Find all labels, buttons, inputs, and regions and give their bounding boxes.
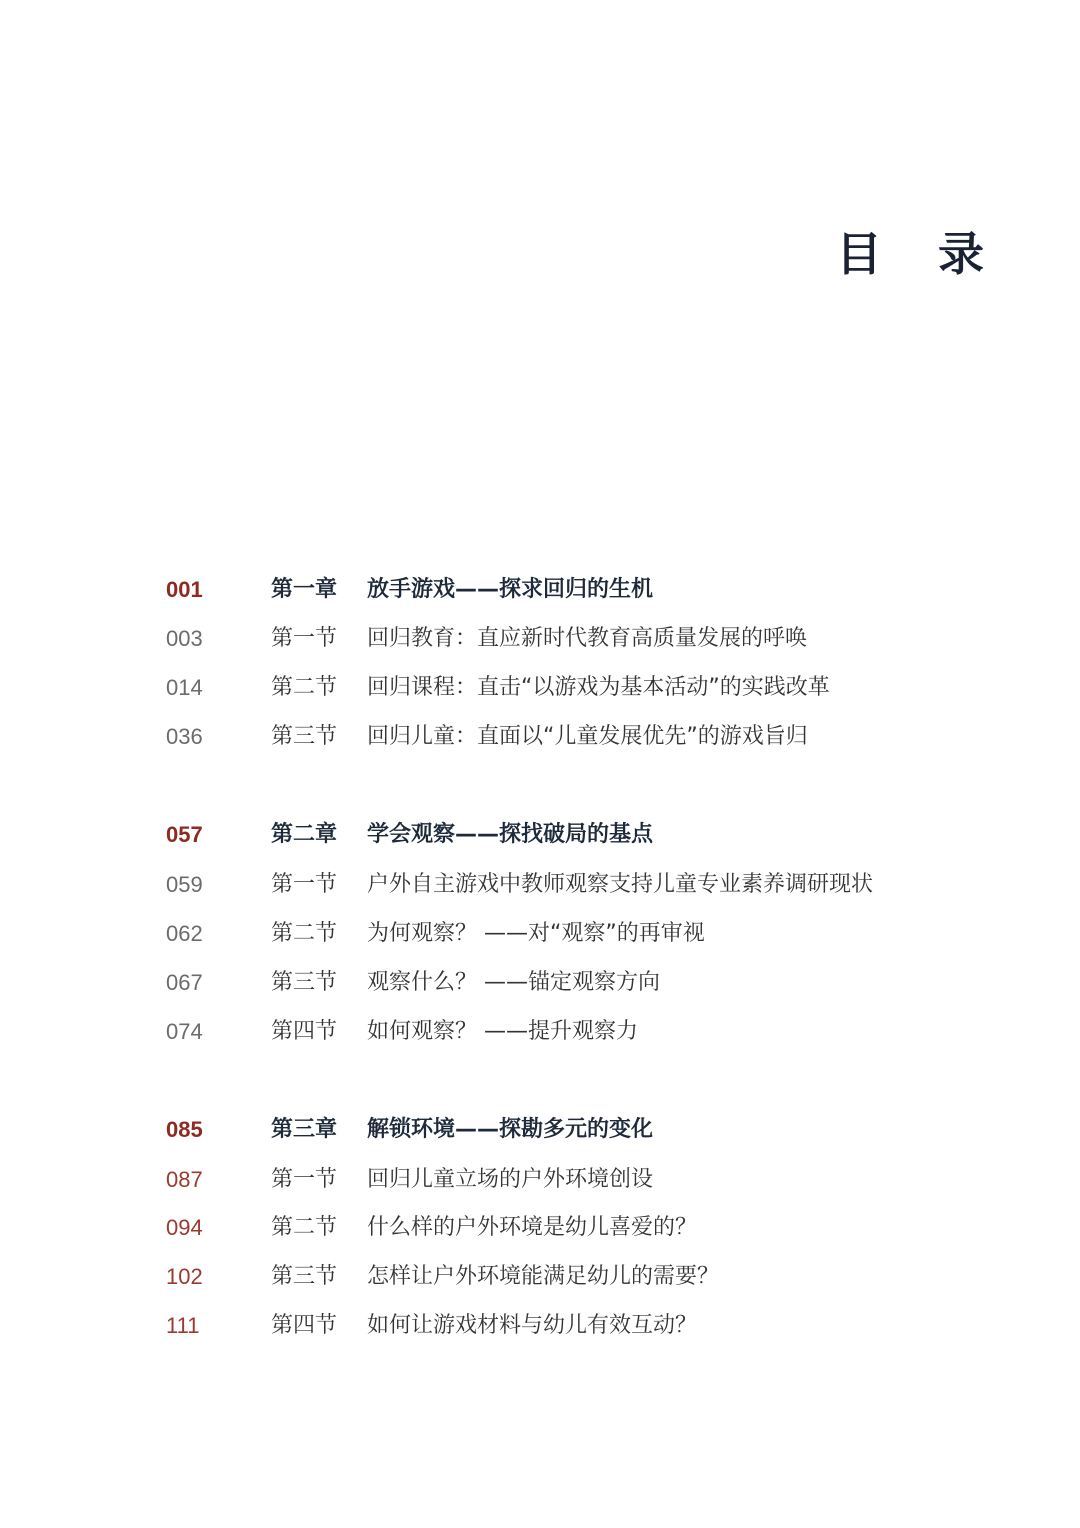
toc-section-title: 户外自主游戏中教师观察支持儿童专业素养调研现状: [367, 872, 874, 897]
toc-section-title: 回归儿童立场的户外环境创设: [367, 1167, 654, 1192]
toc-section[interactable]: [0, 865, 1080, 905]
toc-page-number: 057: [166, 822, 203, 847]
toc-section[interactable]: [0, 1208, 1080, 1248]
toc-section[interactable]: [0, 619, 1080, 659]
toc-page-number: 067: [166, 970, 203, 995]
toc-chapter-number: 第三章: [271, 1117, 338, 1142]
toc-section-number: 第二节: [271, 675, 338, 700]
toc-section[interactable]: [0, 1306, 1080, 1346]
toc-section-number: 第三节: [271, 970, 338, 995]
toc-page-number: 074: [166, 1019, 203, 1044]
toc-page-number: 111: [166, 1313, 200, 1338]
toc-page-number: 062: [166, 921, 203, 946]
toc-section-number: 第一节: [271, 1167, 338, 1192]
toc-chapter-1[interactable]: [0, 570, 1080, 610]
toc-page-number: 087: [166, 1167, 203, 1192]
toc-section[interactable]: [0, 963, 1080, 1003]
toc-chapter-2[interactable]: [0, 815, 1080, 855]
toc-section-title: 为何观察？ ——对“观察”的再审视: [367, 921, 705, 946]
toc-page-number: 014: [166, 675, 203, 700]
toc-page-number: 001: [166, 577, 203, 602]
toc-page-number: 102: [166, 1264, 203, 1289]
toc-section-number: 第三节: [271, 1264, 338, 1289]
toc-page-number: 094: [166, 1215, 203, 1240]
toc-section[interactable]: [0, 1257, 1080, 1297]
toc-section-number: 第一节: [271, 872, 338, 897]
toc-section-number: 第一节: [271, 626, 338, 651]
toc-chapter-3[interactable]: [0, 1110, 1080, 1150]
toc-section-number: 第三节: [271, 724, 338, 749]
toc-section[interactable]: [0, 914, 1080, 954]
toc-section-title: 什么样的户外环境是幼儿喜爱的？: [367, 1215, 698, 1240]
toc-chapter-number: 第二章: [271, 822, 338, 847]
toc-page-number: 059: [166, 872, 203, 897]
toc-section-number: 第二节: [271, 921, 338, 946]
page-title: 目 录: [836, 227, 1005, 281]
toc-page-number: 036: [166, 724, 203, 749]
toc-chapter-title: 学会观察——探找破局的基点: [367, 822, 654, 847]
toc-section-number: 第四节: [271, 1313, 338, 1338]
toc-section[interactable]: [0, 668, 1080, 708]
toc-section-number: 第二节: [271, 1215, 338, 1240]
toc-section-title: 如何让游戏材料与幼儿有效互动？: [367, 1313, 698, 1338]
toc-chapter-title: 放手游戏——探求回归的生机: [367, 577, 654, 602]
toc-section-title: 怎样让户外环境能满足幼儿的需要？: [367, 1264, 720, 1289]
toc-section-number: 第四节: [271, 1019, 338, 1044]
toc-chapter-title: 解锁环境——探勘多元的变化: [367, 1117, 654, 1142]
toc-section-title: 如何观察？ ——提升观察力: [367, 1019, 638, 1044]
toc-section[interactable]: [0, 717, 1080, 757]
toc-section-title: 回归课程：直击“以游戏为基本活动”的实践改革: [367, 675, 830, 700]
toc-chapter-number: 第一章: [271, 577, 338, 602]
toc-section-title: 回归教育：直应新时代教育高质量发展的呼唤: [367, 626, 808, 651]
toc-section[interactable]: [0, 1012, 1080, 1052]
toc-section-title: 回归儿童：直面以“儿童发展优先”的游戏旨归: [367, 724, 808, 749]
toc-section-title: 观察什么？ ——锚定观察方向: [367, 970, 660, 995]
toc-section[interactable]: [0, 1160, 1080, 1200]
toc-page-number: 003: [166, 626, 203, 651]
toc-page-number: 085: [166, 1117, 203, 1142]
